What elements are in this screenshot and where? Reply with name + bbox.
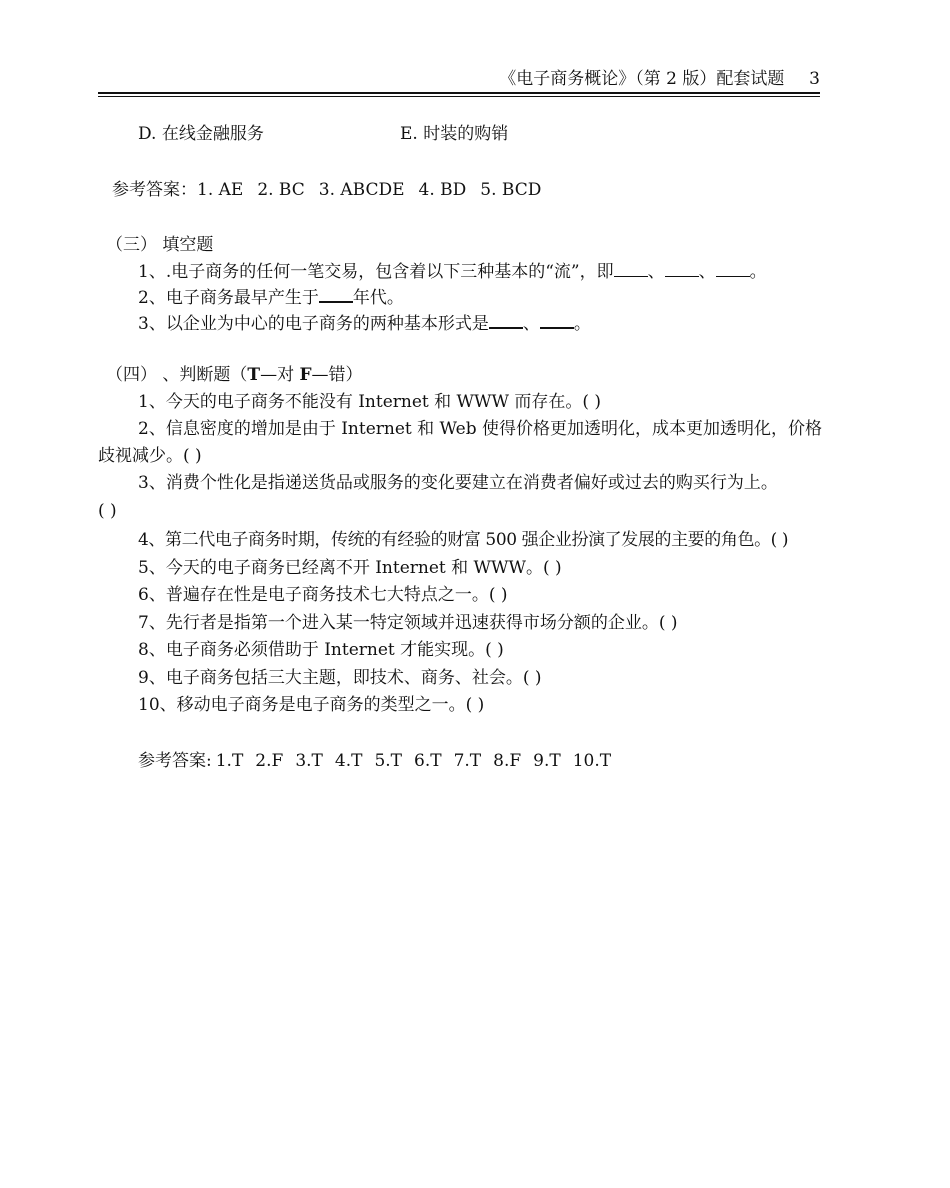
header-rule-thin (98, 96, 820, 97)
answer-item: 2. BC (257, 180, 305, 200)
terminator: 。 (573, 314, 591, 334)
answer-item: 1. AE (197, 180, 244, 200)
heading-false-letter: F (299, 365, 312, 385)
separator: 、 (522, 314, 540, 334)
fill-question-2 (138, 285, 404, 310)
answer-item: 6.T (414, 751, 442, 771)
page-header (98, 68, 820, 90)
heading-true-letter: T (247, 365, 261, 385)
tf-question-6: 6、普遍存在性是电子商务技术七大特点之一。( ) (138, 585, 508, 605)
tf-question-3-line1: 3、消费个性化是指递送货品或服务的变化要建立在消费者偏好或过去的购买行为上。 (138, 473, 778, 493)
answer-item: 4. BD (418, 180, 467, 200)
answer-item: 2.F (255, 751, 284, 771)
section4-answers (138, 749, 611, 773)
answer-blank (540, 311, 574, 329)
answer-blank (716, 260, 750, 277)
tf-question-4: 4、第二代电子商务时期，传统的有经验的财富 500 强企业扮演了发展的主要的角色。( ) (138, 530, 789, 550)
header-rule-thick (98, 92, 820, 94)
tf-question-7: 7、先行者是指第一个进入某一特定领域并迅速获得市场分额的企业。( ) (138, 613, 678, 633)
answer-item: 7.T (453, 751, 482, 771)
fill-question-1 (138, 260, 767, 284)
answer-item: 3.T (295, 751, 323, 771)
terminator: 年代。 (352, 288, 404, 308)
separator: 、 (647, 262, 665, 282)
answer-item: 5. BCD (480, 180, 542, 200)
fill-question-3 (138, 311, 591, 336)
tf-question-5: 5、今天的电子商务已经离不开 Internet 和 WWW。( ) (138, 558, 562, 578)
answer-item: 9.T (533, 751, 561, 771)
question-text: 1、.电子商务的任何一笔交易，包含着以下三种基本的“流”，即 (138, 262, 614, 282)
page-number: 3 (809, 69, 820, 89)
answer-blank (665, 260, 699, 277)
heading-suffix: —错） (311, 365, 363, 385)
answer-label: 参考答案： (112, 180, 197, 200)
answer-item: 4.T (334, 751, 363, 771)
question-text: 3、以企业为中心的电子商务的两种基本形式是 (138, 314, 489, 334)
tf-question-8: 8、电子商务必须借助于 Internet 才能实现。( ) (138, 640, 504, 660)
tf-question-3-line2: ( ) (98, 501, 117, 521)
tf-question-9: 9、电子商务包括三大主题，即技术、商务、社会。( ) (138, 668, 542, 688)
tf-question-1: 1、今天的电子商务不能没有 Internet 和 WWW 而存在。( ) (138, 392, 602, 412)
answer-item: 1.T (215, 751, 244, 771)
answer-blank (614, 260, 648, 277)
tf-question-2-line2: 歧视减少。( ) (98, 446, 202, 466)
section2-answers (112, 178, 541, 202)
question-text: 2、电子商务最早产生于 (138, 288, 319, 308)
answer-blank (489, 311, 523, 329)
option-e: E. 时装的购销 (400, 124, 509, 144)
answer-item: 3. ABCDE (318, 180, 405, 200)
separator: 、 (698, 262, 716, 282)
answer-blank (319, 285, 353, 303)
answer-label: 参考答案: (138, 751, 212, 771)
section4-heading (106, 363, 363, 387)
header-title: 《电子商务概论》（第 2 版）配套试题 (499, 69, 785, 89)
tf-question-10: 10、移动电子商务是电子商务的类型之一。( ) (138, 695, 485, 715)
heading-prefix: （四） 、判断题（ (106, 365, 248, 385)
terminator: 。 (749, 262, 767, 282)
options-row (138, 122, 838, 146)
option-d: D. 在线金融服务 (138, 124, 264, 144)
answer-item: 8.F (493, 751, 522, 771)
heading-mid: —对 (260, 365, 300, 385)
answer-item: 10.T (572, 751, 612, 771)
answer-item: 5.T (374, 751, 402, 771)
section3-heading: （三） 填空题 (106, 235, 214, 255)
tf-question-2-line1: 2、信息密度的增加是由于 Internet 和 Web 使得价格更加透明化，成本更加透明化，价格 (138, 419, 822, 439)
